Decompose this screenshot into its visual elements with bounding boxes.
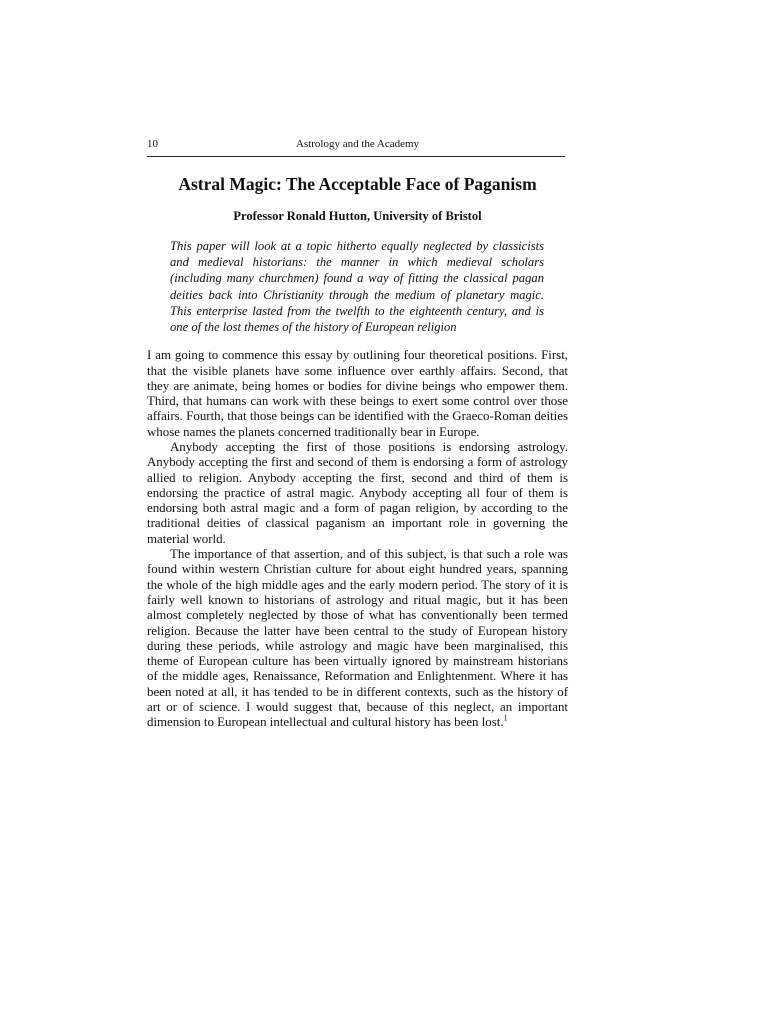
- footnote-marker: 1: [503, 714, 508, 724]
- body-paragraph: Anybody accepting the first of those positions is endorsing astrology. Anybody accepting the first and second of them is endorsing a form of astrology allied to religion. Anybody accepting the first, second and third of them is endorsing the practice of astral magic. Anybody accepting all four of them is endorsing both astral magic and a form of pagan religion, by according to the traditional deities of classical paganism an important role in governing the material world.: [147, 440, 568, 546]
- body-paragraph: [147, 547, 568, 731]
- running-title: Astrology and the Academy: [295, 138, 420, 150]
- article-body: [147, 348, 568, 730]
- page-number: 10: [147, 138, 158, 150]
- running-header: [147, 137, 568, 153]
- article-title: Astral Magic: The Acceptable Face of Paganism: [178, 174, 537, 194]
- header-rule: [147, 156, 565, 157]
- body-paragraph: I am going to commence this essay by outlining four theoretical positions. First, that the visible planets have some influence over earthly affairs. Second, that they are animate, being homes or bodies for divine beings who empower them. Third, that humans can work with these beings to exert some control over those affairs. Fourth, that those beings can be identified with the Graeco-Roman deities whose names the planets concerned traditionally bear in Europe.: [147, 348, 568, 439]
- article-abstract: This paper will look at a topic hitherto equally neglected by classicists and medieval historians: the manner in which medieval scholars (including many churchmen) found a way of fitting the classical pagan deities back into Christianity through the medium of planetary magic. This enterprise lasted from the twelfth to the eighteenth century, and is one of the lost themes of the history of European religion: [170, 239, 544, 335]
- book-page: [147, 137, 568, 731]
- article-author: Professor Ronald Hutton, University of Bristol: [233, 209, 482, 223]
- paragraph-text: The importance of that assertion, and of this subject, is that such a role was found within western Christian culture for about eight hundred years, spanning the whole of the high middle ages and the early modern period. The story of it is fairly well known to historians of astrology and ritual magic, but it has been almost completely neglected by those of what has conventionally been termed religion. Because the latter have been central to the study of European history during these periods, while astrology and magic have been marginalised, this theme of European culture has been virtually ignored by mainstream historians of the middle ages, Renaissance, Reformation and Enlightenment. Where it has been noted at all, it has tended to be in different contexts, such as the history of art or of science. I would suggest that, because of this neglect, an important dimension to European intellectual and cultural history has been lost.: [147, 547, 568, 730]
